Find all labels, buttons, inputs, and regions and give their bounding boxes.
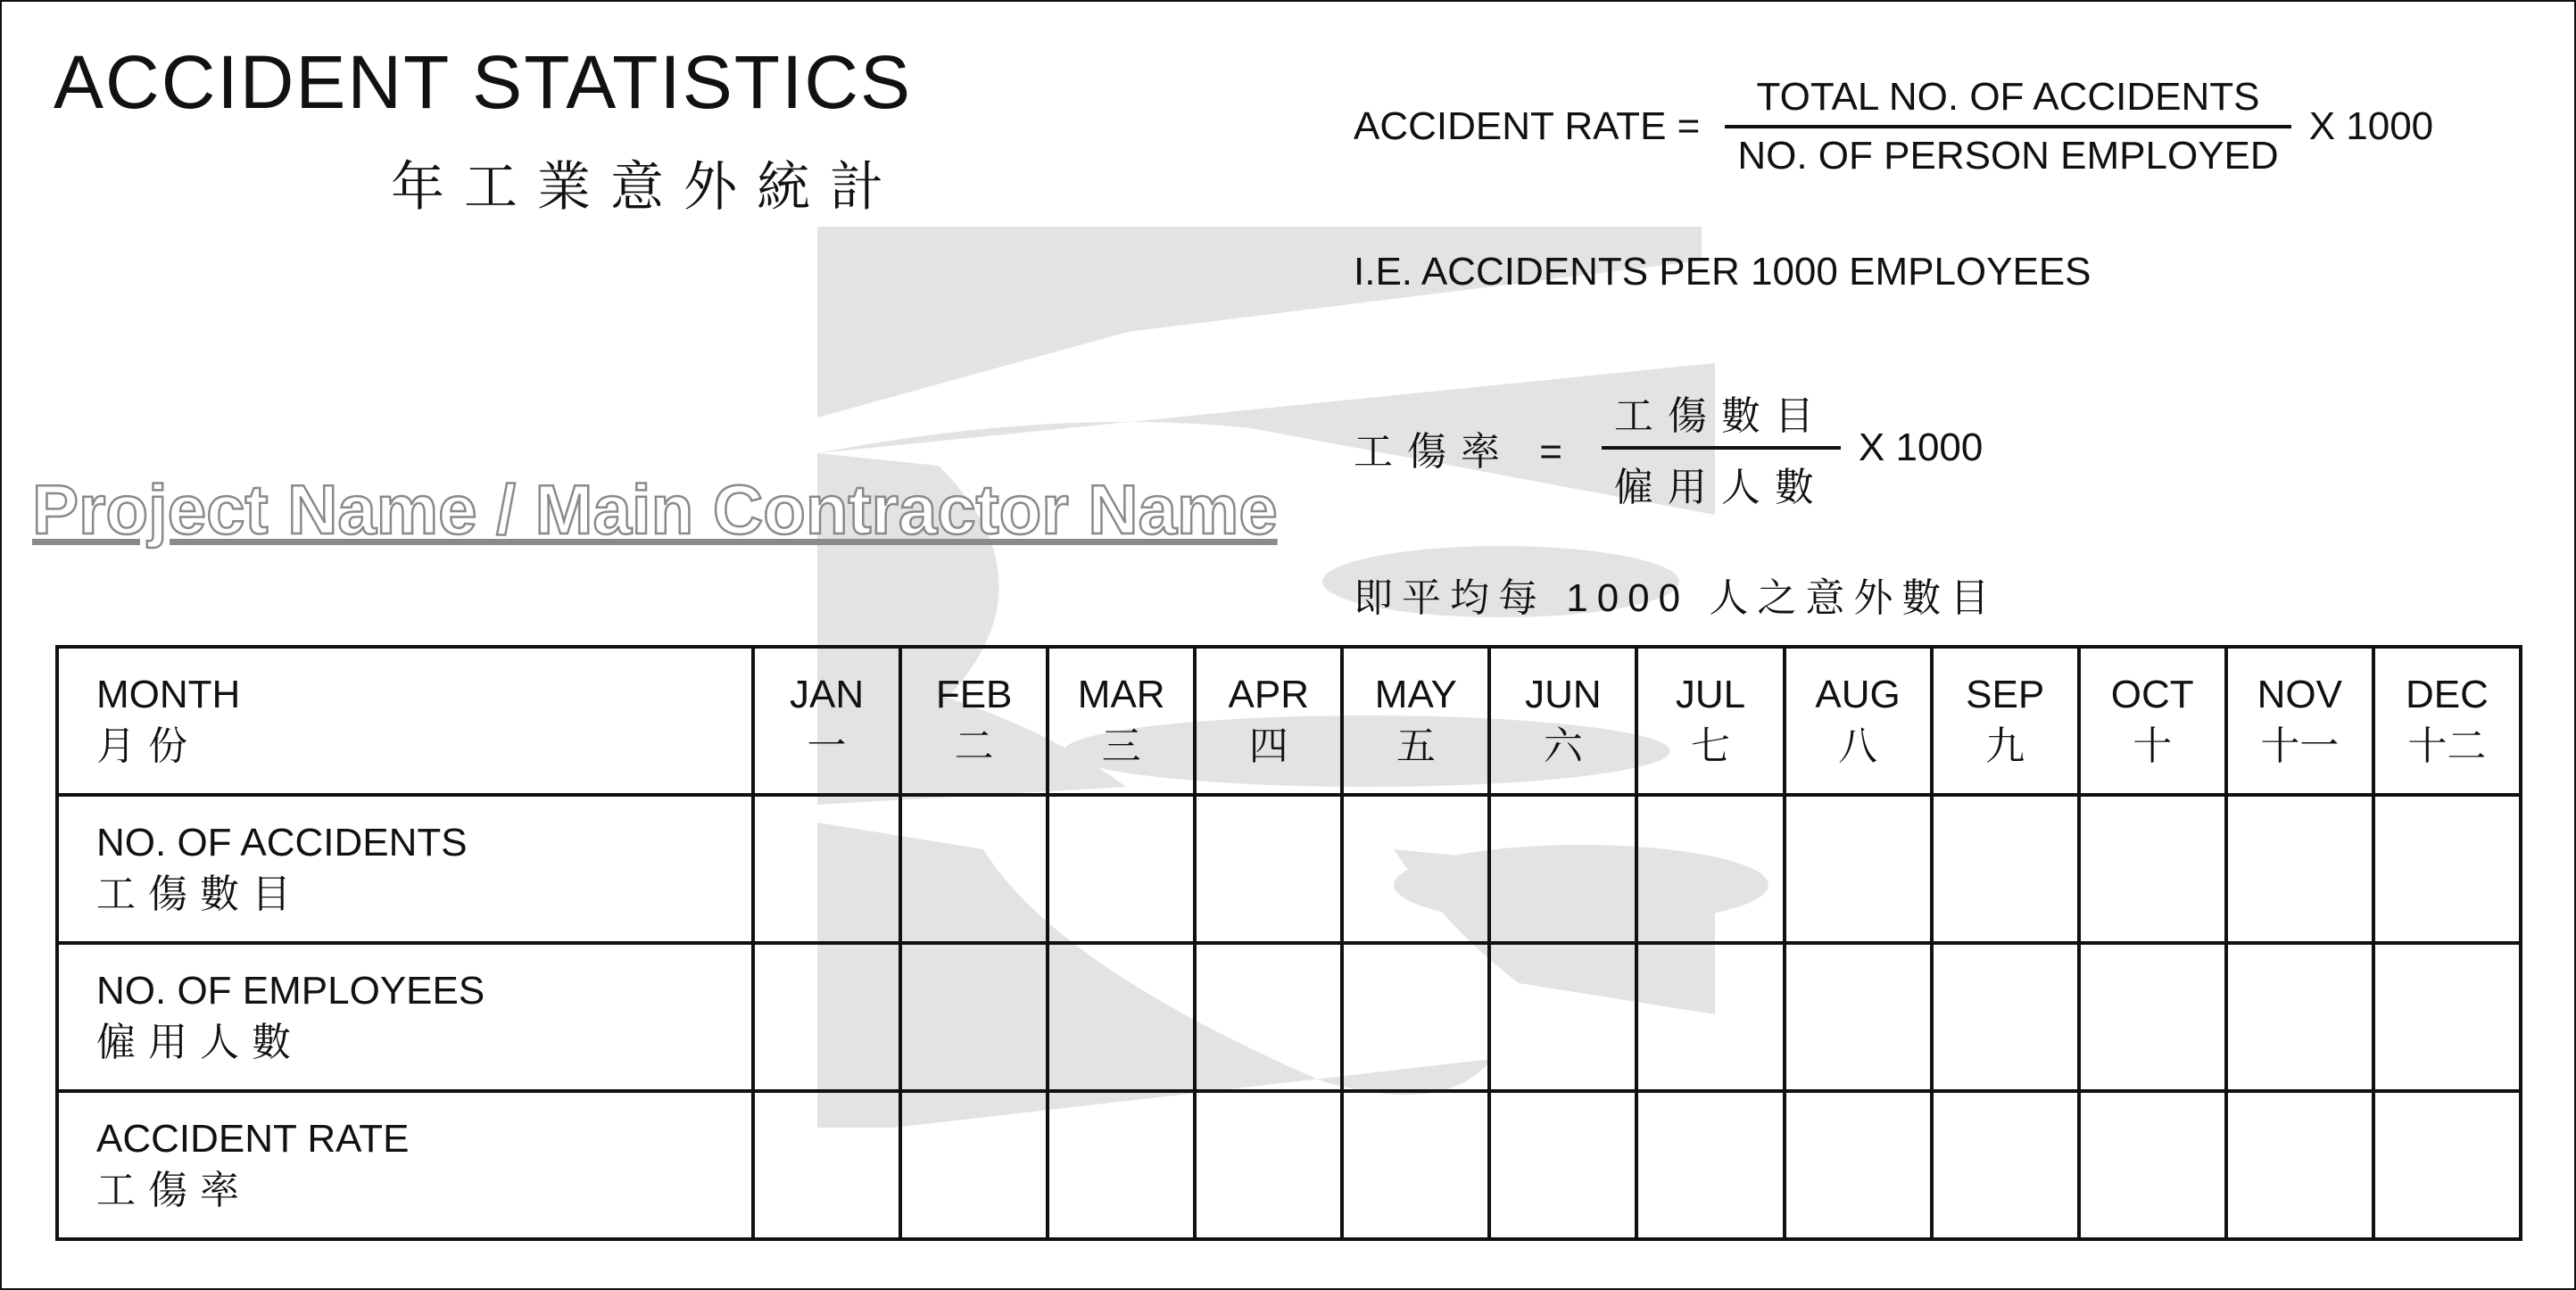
month-chinese: 六 xyxy=(1543,724,1583,768)
month-english: NOV xyxy=(2257,673,2342,716)
entry-cell[interactable] xyxy=(1048,943,1195,1091)
entry-cell[interactable] xyxy=(2079,795,2226,943)
table-header-row xyxy=(57,647,2521,795)
entry-cell[interactable] xyxy=(1489,943,1636,1091)
entry-cell[interactable] xyxy=(1636,795,1784,943)
month-chinese: 四 xyxy=(1248,724,1288,768)
row-label-chinese: 工傷率 xyxy=(96,1169,252,1212)
entry-cell[interactable] xyxy=(1785,795,1932,943)
row-label-english: NO. OF ACCIDENTS xyxy=(96,821,468,864)
entry-cell[interactable] xyxy=(2373,943,2521,1091)
month-chinese: 一 xyxy=(807,724,847,768)
month-cell-aug xyxy=(1785,647,1932,795)
entry-cell[interactable] xyxy=(1048,795,1195,943)
entry-cell[interactable] xyxy=(2079,1091,2226,1239)
entry-cell[interactable] xyxy=(900,943,1048,1091)
formula-note-english: I.E. ACCIDENTS PER 1000 EMPLOYEES xyxy=(1354,250,2091,294)
month-english: JUN xyxy=(1525,673,1602,716)
entry-cell[interactable] xyxy=(2373,1091,2521,1239)
table-row-accidents xyxy=(57,795,2521,943)
formula-denominator: 僱用人數 xyxy=(1602,446,1841,512)
entry-cell[interactable] xyxy=(1048,1091,1195,1239)
month-english: SEP xyxy=(1966,673,2045,716)
month-cell-feb xyxy=(900,647,1048,795)
entry-cell[interactable] xyxy=(1342,795,1489,943)
entry-cell[interactable] xyxy=(1932,1091,2079,1239)
month-cell-mar xyxy=(1048,647,1195,795)
formula-numerator: 工傷數目 xyxy=(1613,394,1828,438)
row-label-chinese: 工傷數目 xyxy=(96,872,303,916)
entry-cell[interactable] xyxy=(1195,943,1342,1091)
month-chinese: 二 xyxy=(954,724,994,768)
month-chinese: 十一 xyxy=(2260,724,2340,768)
row-label-accident-rate xyxy=(57,1091,753,1239)
row-label-chinese: 僱用人數 xyxy=(96,1021,303,1064)
row-label-english: NO. OF EMPLOYEES xyxy=(96,969,485,1013)
month-cell-jan xyxy=(753,647,900,795)
entry-cell[interactable] xyxy=(1195,1091,1342,1239)
entry-cell[interactable] xyxy=(1636,1091,1784,1239)
entry-cell[interactable] xyxy=(1785,1091,1932,1239)
entry-cell[interactable] xyxy=(1932,943,2079,1091)
month-chinese: 五 xyxy=(1396,724,1436,768)
formula-note-chinese: 即平均每 1000 人之意外數目 xyxy=(1354,576,1999,620)
entry-cell[interactable] xyxy=(753,943,900,1091)
month-cell-oct xyxy=(2079,647,2226,795)
entry-cell[interactable] xyxy=(900,795,1048,943)
title-english: ACCIDENT STATISTICS xyxy=(54,40,913,124)
month-english: FEB xyxy=(935,673,1013,716)
row-label-accidents xyxy=(57,795,753,943)
entry-cell[interactable] xyxy=(2373,795,2521,943)
month-english: JAN xyxy=(789,673,865,716)
accident-rate-formula-chinese xyxy=(1354,384,1983,512)
entry-cell[interactable] xyxy=(2226,795,2373,943)
month-cell-nov xyxy=(2226,647,2373,795)
entry-cell[interactable] xyxy=(753,1091,900,1239)
entry-cell[interactable] xyxy=(1636,943,1784,1091)
month-english: MAY xyxy=(1374,673,1457,716)
month-cell-dec xyxy=(2373,647,2521,795)
entry-cell[interactable] xyxy=(2226,943,2373,1091)
formula-multiplier: X 1000 xyxy=(1858,426,1984,469)
entry-cell[interactable] xyxy=(2226,1091,2373,1239)
formula-numerator: TOTAL NO. OF ACCIDENTS xyxy=(1756,75,2260,119)
month-english: APR xyxy=(1228,673,1310,716)
month-english: OCT xyxy=(2110,673,2194,716)
project-name-placeholder: Project Name / Main Contractor Name xyxy=(32,470,1278,549)
month-cell-jul xyxy=(1636,647,1784,795)
month-english: AUG xyxy=(1815,673,1901,716)
entry-cell[interactable] xyxy=(753,795,900,943)
entry-cell[interactable] xyxy=(1932,795,2079,943)
month-english: DEC xyxy=(2405,673,2489,716)
table-row-accident-rate xyxy=(57,1091,2521,1239)
entry-cell[interactable] xyxy=(1342,1091,1489,1239)
month-chinese: 七 xyxy=(1691,724,1730,768)
table-row-employees xyxy=(57,943,2521,1091)
entry-cell[interactable] xyxy=(1785,943,1932,1091)
title-chinese: 年工業意外統計 xyxy=(391,157,903,217)
entry-cell[interactable] xyxy=(1489,795,1636,943)
formula-fraction xyxy=(1725,75,2290,178)
monthly-statistics-table xyxy=(55,645,2522,1241)
month-cell-apr xyxy=(1195,647,1342,795)
entry-cell[interactable] xyxy=(2079,943,2226,1091)
month-cell-jun xyxy=(1489,647,1636,795)
entry-cell[interactable] xyxy=(1342,943,1489,1091)
month-chinese: 九 xyxy=(1985,724,2025,768)
entry-cell[interactable] xyxy=(1195,795,1342,943)
accident-rate-formula-english xyxy=(1354,75,2433,178)
row-label-employees xyxy=(57,943,753,1091)
month-header-english: MONTH xyxy=(96,673,241,716)
month-chinese: 三 xyxy=(1101,724,1141,768)
entry-cell[interactable] xyxy=(1489,1091,1636,1239)
month-chinese: 十 xyxy=(2133,724,2173,768)
month-english: MAR xyxy=(1077,673,1165,716)
month-english: JUL xyxy=(1675,673,1746,716)
month-chinese: 八 xyxy=(1838,724,1878,768)
formula-fraction xyxy=(1602,384,1841,512)
month-header-cell xyxy=(57,647,753,795)
month-cell-may xyxy=(1342,647,1489,795)
month-cell-sep xyxy=(1932,647,2079,795)
entry-cell[interactable] xyxy=(900,1091,1048,1239)
month-header-chinese: 月份 xyxy=(96,724,200,768)
formula-lhs: 工傷率 = xyxy=(1354,430,1577,474)
formula-multiplier: X 1000 xyxy=(2308,104,2434,148)
formula-denominator: NO. OF PERSON EMPLOYED xyxy=(1725,125,2290,178)
row-label-english: ACCIDENT RATE xyxy=(96,1117,410,1161)
formula-lhs: ACCIDENT RATE = xyxy=(1354,104,1701,148)
month-chinese: 十二 xyxy=(2407,724,2487,768)
